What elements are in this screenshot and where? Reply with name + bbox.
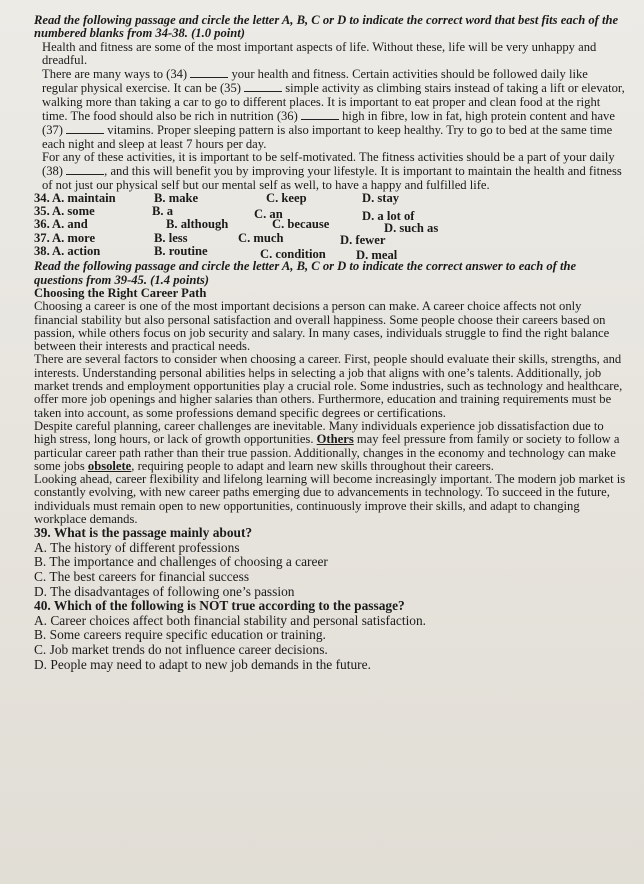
option-a[interactable]: A. maintain <box>52 190 116 205</box>
passage-paragraph-1: Choosing a career is one of the most important decisions a person can make. A career choice affects not only financial stability but also personal satisfaction and overall happiness. Some people choose their careers based on passion, while others focus on job security and salary. In many cases, individuals struggle to find the right balance between their interests and practical needs. <box>34 299 610 354</box>
question-number: 37. <box>34 230 50 245</box>
passage-paragraph-3 <box>34 420 626 473</box>
option-b[interactable]: B. routine <box>154 244 208 259</box>
option-a[interactable]: A. action <box>52 244 101 259</box>
q40-option-d[interactable]: D. People may need to adapt to new job demands in the future. <box>34 656 371 672</box>
question-39: 39. What is the passage mainly about? <box>34 525 253 541</box>
q39-option-a[interactable]: A. The history of different professions <box>34 539 240 555</box>
option-d[interactable]: D. a lot of <box>362 209 415 224</box>
q40-option-c[interactable]: C. Job market trends do not influence career decisions. <box>34 642 328 658</box>
text-run: simple activity as climbing stairs instead of taking a lift or elevator, walking more than taking a car to go to different places. It is important to eat proper and clean food at the right time. The food should also be rich in nutrition (36) <box>42 81 625 124</box>
blank-36 <box>301 109 339 120</box>
option-c[interactable]: C. because <box>272 217 330 232</box>
option-d[interactable]: D. stay <box>362 190 400 205</box>
blank-37 <box>66 123 104 134</box>
option-d[interactable]: D. meal <box>356 248 398 263</box>
passage-paragraph-4: Looking ahead, career flexibility and lifelong learning will become increasingly important. The modern job market is constantly evolving, with new career paths emerging due to advancements in technology. To succeed in the future, individuals must remain open to new opportunities, continuously improve their skills, and adapt to changing workplace demands. <box>34 472 626 526</box>
option-row-38 <box>34 244 626 263</box>
text-run: , and this will benefit you by improving your lifestyle. It is important to maintain the health and fitness of not just our physical self but our mental self as well, to have a happy and fulfilled life. <box>42 164 622 192</box>
option-a[interactable]: A. and <box>52 217 88 232</box>
q39-option-d[interactable]: D. The disadvantages of following one’s passion <box>34 583 295 599</box>
underlined-word-obsolete: obsolete <box>87 458 132 473</box>
option-b[interactable]: B. less <box>154 230 188 245</box>
option-row-36 <box>34 217 626 236</box>
options-block <box>34 190 626 263</box>
worksheet-content <box>34 14 626 672</box>
text-run: There are many ways to (34) <box>42 67 188 82</box>
part1-paragraph-1: Health and fitness are some of the most important aspects of life. Without these, life will be very unhappy and dreadful. <box>42 39 597 67</box>
option-c[interactable]: C. keep <box>266 190 307 205</box>
question-number: 34. <box>34 190 50 205</box>
text-run: your health and fitness. Certain activities should be followed daily like regular physical exercise. It can be (35) <box>42 67 588 96</box>
part1-paragraph-2 <box>34 67 626 151</box>
part1-paragraph-3 <box>34 151 626 192</box>
part2-instruction: Read the following passage and circle the letter A, B, C or D to indicate the correct answer to each of the questions from 39-45. (1.4 points) <box>34 259 577 287</box>
option-d[interactable]: D. such as <box>384 221 439 236</box>
option-c[interactable]: C. an <box>254 207 283 222</box>
passage-title: Choosing the Right Career Path <box>34 285 207 300</box>
q39-option-c[interactable]: C. The best careers for financial success <box>34 569 250 585</box>
q40-option-b[interactable]: B. Some careers require specific education or training. <box>34 627 326 643</box>
option-a[interactable]: A. some <box>52 204 95 219</box>
text-run: vitamins. Proper sleeping pattern is also important to keep healthy. Try to go to bed at the same time each night and sleep at least 7 hours per day. <box>42 123 613 151</box>
option-d[interactable]: D. fewer <box>340 232 386 247</box>
blank-38 <box>66 164 104 175</box>
text-run: may feel pressure from family or society to follow a particular career path rather than their true passion. Additionally, changes in the economy and technology can make some jobs <box>34 432 620 473</box>
q40-option-a[interactable]: A. Career choices affect both financial stability and personal satisfaction. <box>34 612 427 628</box>
text-run: For any of these activities, it is important to be self-motivated. The fitness activities should be a part of your daily (38) <box>42 149 615 179</box>
text-run: high in fibre, low in fat, high protein content and have (37) <box>42 109 615 138</box>
text-run: , requiring people to adapt and learn new skills throughout their careers. <box>131 458 494 473</box>
question-number: 38. <box>34 244 50 259</box>
question-number: 36. <box>34 217 50 232</box>
option-b[interactable]: B. a <box>152 204 173 219</box>
question-number: 35. <box>34 204 50 219</box>
option-c[interactable]: C. much <box>238 230 284 245</box>
option-row-37 <box>34 232 626 245</box>
option-row-35 <box>34 204 626 224</box>
option-c[interactable]: C. condition <box>260 247 326 262</box>
q39-option-b[interactable]: B. The importance and challenges of choosing a career <box>34 554 328 570</box>
part1-instruction: Read the following passage and circle the letter A, B, C or D to indicate the correct word that best fits each of the numbered blanks from 34-38. (1.0 point) <box>34 13 619 41</box>
blank-35 <box>244 81 282 92</box>
text-run: Despite careful planning, career challenges are inevitable. Many individuals experience job dissatisfaction due to high stress, long hours, or lack of growth opportunities. <box>34 418 604 447</box>
passage-paragraph-2: There are several factors to consider when choosing a career. First, people should evaluate their skills, strengths, and interests. Understanding personal abilities helps in selecting a job that aligns with one’s talents. Additionally, job market trends and employment opportunities play a crucial role. Some industries, such as technology and healthcare, offer more job openings and higher salaries than others. Furthermore, education and training requirements must be taken into account, as some professions demand specific degrees or certifications. <box>34 352 623 420</box>
option-a[interactable]: A. more <box>52 230 96 245</box>
option-b[interactable]: B. although <box>166 217 229 232</box>
question-40: 40. Which of the following is NOT true according to the passage? <box>34 598 405 614</box>
option-row-34 <box>34 192 626 205</box>
underlined-word-others: Others <box>316 432 354 447</box>
option-b[interactable]: B. make <box>154 190 199 205</box>
blank-34 <box>190 67 228 78</box>
